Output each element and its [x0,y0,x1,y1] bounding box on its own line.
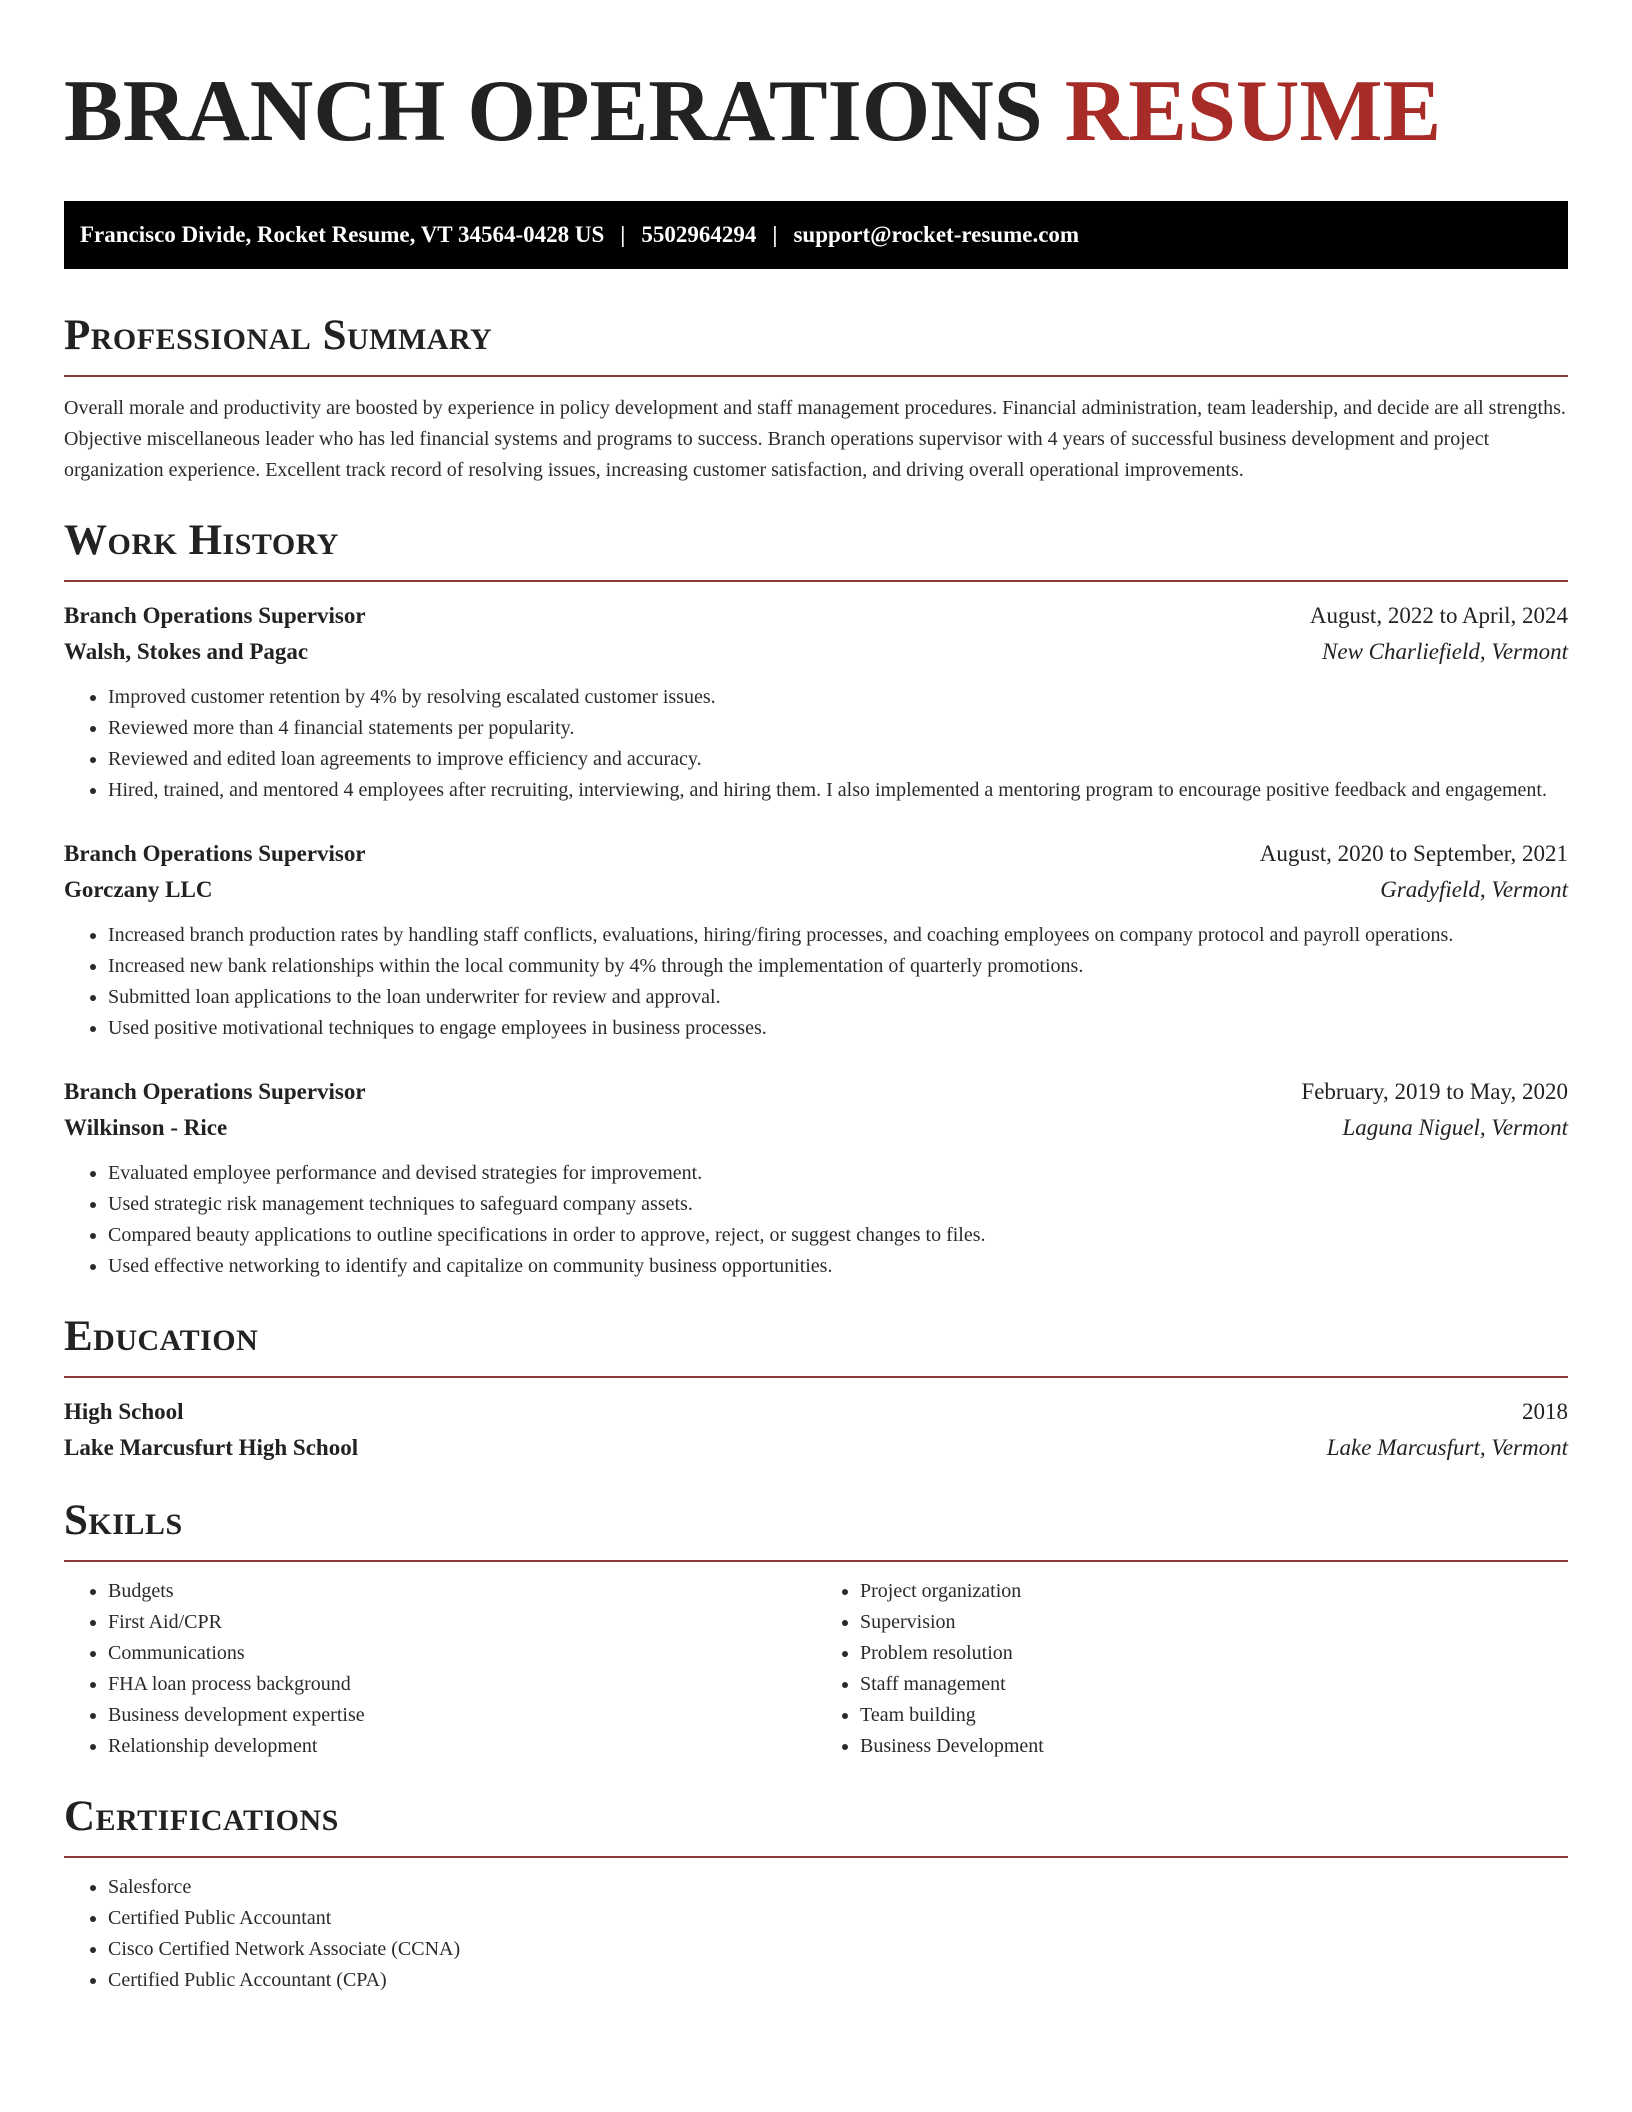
job-header-row [64,1074,1568,1110]
education-year: 2018 [1522,1399,1568,1424]
section-heading-education: Education [64,1312,1568,1378]
job-dates: August, 2020 to September, 2021 [1259,841,1568,866]
education-degree: High School [64,1399,184,1424]
skill-item: • Business development expertise [108,1700,816,1731]
list-item: • Submitted loan applications to the loan underwriter for review and approval. [108,982,1568,1013]
list-item: • Reviewed more than 4 financial statements per popularity. [108,713,1568,744]
job-header-row [64,836,1568,872]
job-entry [64,836,1568,1044]
list-item: • Increased branch production rates by handling staff conflicts, evaluations, hiring/firing processes, and coaching employees on company protocol and payroll operations. [108,920,1568,951]
job-dates: August, 2022 to April, 2024 [1309,603,1568,628]
skill-item: • Budgets [108,1576,816,1607]
summary-text: Overall morale and productivity are boosted by experience in policy development and staff management procedures. Financial administration, team leadership, and decide are all strengths. Objective miscellaneous leader who has led financial systems and programs to success. Branch operations supervisor with 4 years of successful business development and project organization experience. Excellent track record of resolving issues, increasing customer satisfaction, and driving overall operational improvements. [64,397,1566,481]
list-item: • Used strategic risk management techniques to safeguard company assets. [108,1189,1568,1220]
resume-title [64,62,1568,162]
skill-item: • Team building [860,1700,1568,1731]
education-row [64,1430,1568,1466]
education-location: Lake Marcusfurt, Vermont [1326,1435,1568,1460]
contact-separator: | [772,222,778,247]
education-school: Lake Marcusfurt High School [64,1435,359,1460]
jobs-list [64,582,1568,1282]
job-company: Gorczany LLC [64,877,213,902]
list-item: • Reviewed and edited loan agreements to improve efficiency and accuracy. [108,744,1568,775]
skill-item: • Communications [108,1638,816,1669]
skills-list-left [64,1576,816,1762]
job-entry [64,1074,1568,1282]
job-bullets [64,682,1568,806]
certifications-list [64,1872,1568,1996]
job-bullets [64,1158,1568,1282]
skill-item: • Relationship development [108,1731,816,1762]
list-item: • Improved customer retention by 4% by resolving escalated customer issues. [108,682,1568,713]
title-main: BRANCH OPERATIONS [64,63,1043,160]
job-header-row [64,598,1568,634]
contact-email: support@rocket-resume.com [793,222,1080,247]
skills-list-right [816,1576,1568,1762]
certification-item: • Certified Public Accountant (CPA) [108,1965,1568,1996]
job-location: New Charliefield, Vermont [1322,639,1568,664]
section-heading-summary: Professional Summary [64,311,1568,377]
certification-item: • Certified Public Accountant [108,1903,1568,1934]
contact-phone: 5502964294 [641,222,757,247]
certification-item: • Cisco Certified Network Associate (CCNA) [108,1934,1568,1965]
list-item: • Evaluated employee performance and devised strategies for improvement. [108,1158,1568,1189]
list-item: • Used effective networking to identify and capitalize on community business opportunities. [108,1251,1568,1282]
section-heading-skills: Skills [64,1496,1568,1562]
job-company-row [64,1110,1568,1146]
section-certifications [64,1792,1568,1996]
section-heading-certifications: Certifications [64,1792,1568,1858]
section-education [64,1312,1568,1466]
skill-item: • Project organization [860,1576,1568,1607]
list-item: • Used positive motivational techniques to engage employees in business processes. [108,1013,1568,1044]
section-summary [64,311,1568,486]
list-item: • Hired, trained, and mentored 4 employees after recruiting, interviewing, and hiring them. I also implemented a mentoring program to encourage positive feedback and engagement. [108,775,1568,806]
job-company-row [64,634,1568,670]
job-title: Branch Operations Supervisor [64,603,366,628]
job-company: Walsh, Stokes and Pagac [64,639,309,664]
job-company-row [64,872,1568,908]
skill-item: • First Aid/CPR [108,1607,816,1638]
skill-item: • FHA loan process background [108,1669,816,1700]
job-location: Gradyfield, Vermont [1380,877,1568,902]
job-company: Wilkinson - Rice [64,1115,228,1140]
certification-item: • Salesforce [108,1872,1568,1903]
title-accent: RESUME [1064,63,1442,160]
contact-address: Francisco Divide, Rocket Resume, VT 34564-0428 US [80,222,605,247]
section-work-history [64,516,1568,1282]
contact-separator: | [620,222,626,247]
skill-item: • Staff management [860,1669,1568,1700]
section-skills [64,1496,1568,1762]
job-bullets [64,920,1568,1044]
list-item: • Compared beauty applications to outline specifications in order to approve, reject, or suggest changes to files. [108,1220,1568,1251]
skill-item: • Supervision [860,1607,1568,1638]
contact-bar [64,201,1568,269]
section-heading-work-history: Work History [64,516,1568,582]
skill-item: • Business Development [860,1731,1568,1762]
job-entry [64,598,1568,806]
job-dates: February, 2019 to May, 2020 [1301,1079,1568,1104]
education-row [64,1394,1568,1430]
list-item: • Increased new bank relationships within the local community by 4% through the implementation of quarterly promotions. [108,951,1568,982]
skill-item: • Problem resolution [860,1638,1568,1669]
job-title: Branch Operations Supervisor [64,841,366,866]
job-location: Laguna Niguel, Vermont [1342,1115,1568,1140]
job-title: Branch Operations Supervisor [64,1079,366,1104]
